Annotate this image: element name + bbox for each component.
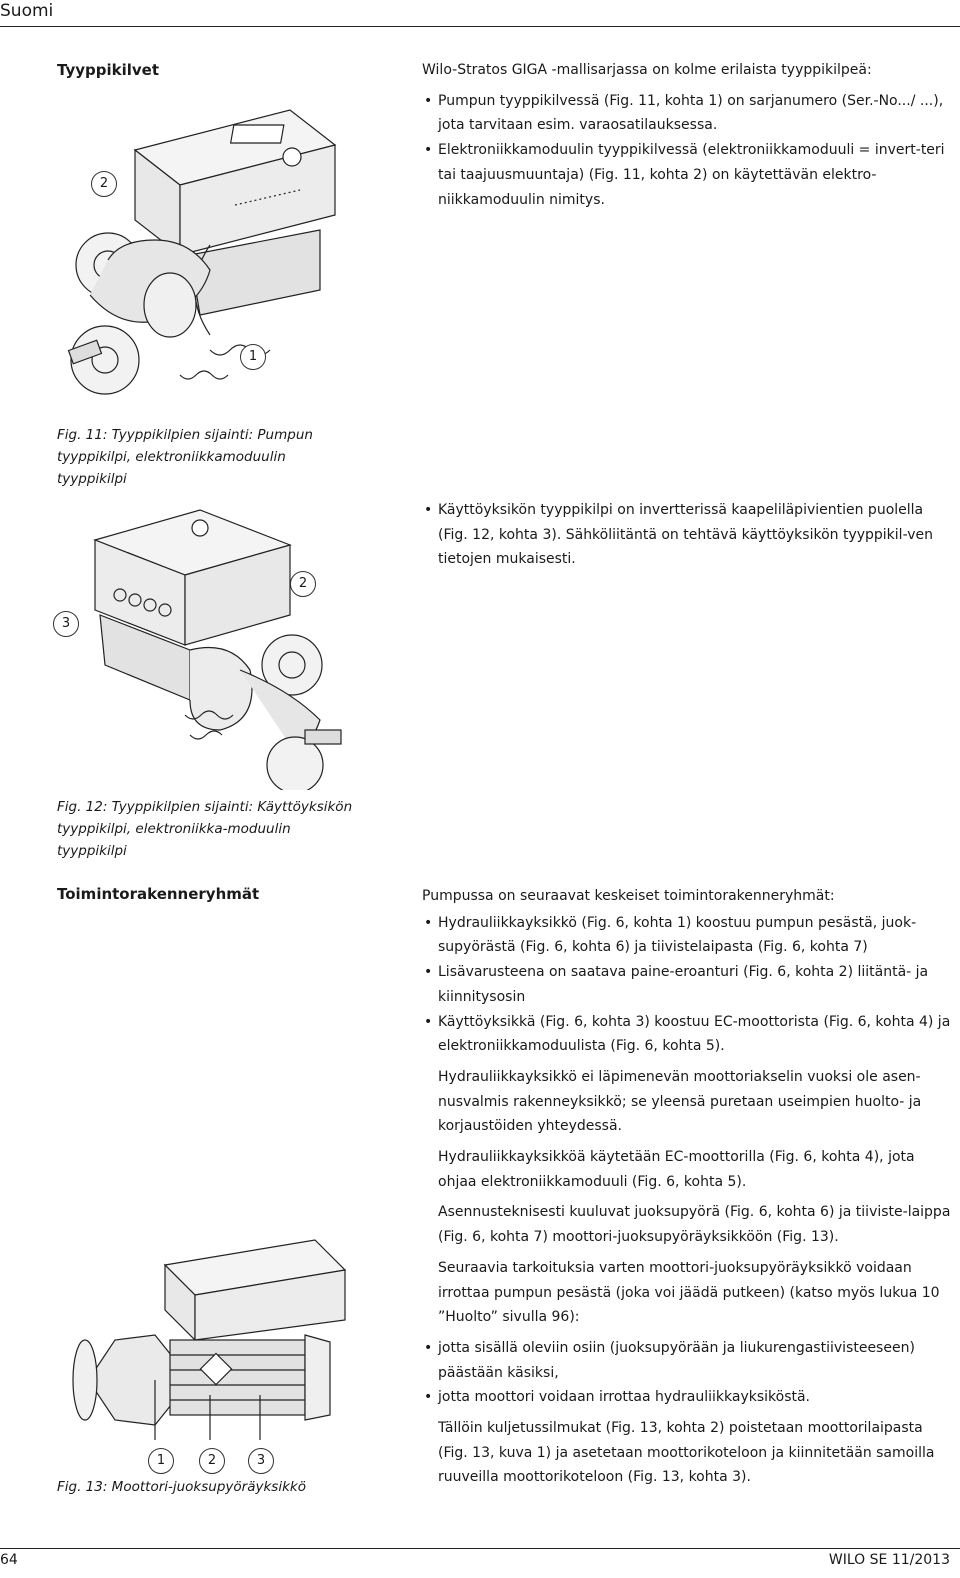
header-rule [0,26,960,27]
fig11-callout-2: 2 [91,171,117,197]
drive-nameplate-list [422,498,952,572]
drive-nameplate-text [422,498,952,572]
nameplates-list [422,89,952,213]
paragraph: Seuraavia tarkoituksia varten moottori-juoksupyöräyksikkö voidaan irrottaa pumpun pesästä (joka voi jäädä putkeen) (katso myös lukua 10 ”Huolto” sivulla 96): [438,1259,940,1326]
nameplates-text [422,58,952,212]
footer-rule [0,1548,960,1549]
functional-groups-intro: Pumpussa on seuraavat keskeiset toimintorakenneryhmät: [422,888,835,904]
fig12-caption: Fig. 12: Tyyppikilpien sijainti: Käyttöyksikön tyyppikilpi, elektroniikka-moduulin tyyppikilpi [57,799,353,859]
fig11-callout-1: 1 [240,344,266,370]
fig13-callout-3: 3 [248,1448,274,1474]
fig12-callout-3: 3 [53,611,79,637]
fig13-caption: Fig. 13: Moottori-juoksupyöräyksikkö [57,1479,306,1495]
paragraph: Tällöin kuljetussilmukat (Fig. 13, kohta 2) poistetaan moottorilaipasta (Fig. 13, kuva 1) ja asetetaan moottorikoteloon ja kiinnitetään samoilla ruuveilla moottorikoteloon (Fig. 13, kohta 3). [438,1420,935,1486]
fig13-motor-impeller-drawing [55,1230,355,1460]
section-title-functional-groups: Toimintorakenneryhmät [57,885,260,903]
fig13-callout-1: 1 [148,1448,174,1474]
paragraph: Hydrauliikkayksikkö ei läpimenevän moottoriakselin vuoksi ole asen-nusvalmis rakenneyksikkö; se yleensä puretaan useimpien huolto- ja korjaustöiden yhteydessä. [438,1068,922,1135]
fig12-callout-2: 2 [290,571,316,597]
functional-groups-list [422,911,952,1059]
functional-groups-text [422,884,952,1490]
list-item: • Pumpun tyyppikilvessä (Fig. 11, kohta 1) on sarjanumero (Ser.-No.../ ...), jota tarvitaan esim. varaosatilauksessa. [422,89,952,138]
page-number: 64 [0,1552,18,1568]
fig11-pump-drawing [60,90,360,420]
fig11-caption: Fig. 11: Tyyppikilpien sijainti: Pumpun tyyppikilpi, elektroniikkamoduulin tyyppikilpi [57,427,313,487]
header-language: Suomi [0,1,54,21]
fig13-callout-2: 2 [199,1448,225,1474]
footer-brand: WILO SE 11/2013 [828,1552,950,1568]
list-item: • jotta moottori voidaan irrottaa hydrauliikkayksiköstä. [422,1385,952,1410]
paragraph: Asennusteknisesti kuuluvat juoksupyörä (Fig. 6, kohta 6) ja tiiviste-laippa (Fig. 6, kohta 7) moottori-juoksupyöräyksikköön (Fig. 13). [438,1204,951,1246]
nameplates-intro: Wilo-Stratos GIGA -mallisarjassa on kolme erilaista tyyppikilpeä: [422,62,872,78]
list-item: • Käyttöyksikkä (Fig. 6, kohta 3) koostuu EC-moottorista (Fig. 6, kohta 4) ja elektroniikkamoduulista (Fig. 6, kohta 5). [422,1010,952,1059]
fig12-pump-drawing [60,500,360,790]
list-item: • Elektroniikkamoduulin tyyppikilvessä (elektroniikkamoduuli = invert-teri tai taajuusmuuntaja) (Fig. 11, kohta 2) on käytettävän elektro-niikkamoduulin nimitys. [422,138,952,212]
section-title-nameplates: Tyyppikilvet [57,61,160,79]
list-item: • Lisävarusteena on saatava paine-eroanturi (Fig. 6, kohta 2) liitäntä- ja kiinnitysosin [422,960,952,1009]
removal-purpose-list [422,1336,952,1410]
list-item: • jotta sisällä oleviin osiin (juoksupyörään ja liukurengastiivisteeseen) päästään käsiksi, [422,1336,952,1385]
list-item: • Hydrauliikkayksikkö (Fig. 6, kohta 1) koostuu pumpun pesästä, juok-supyörästä (Fig. 6, kohta 6) ja tiivistelaipasta (Fig. 6, kohta 7) [422,911,952,960]
paragraph: Hydrauliikkayksikköä käytetään EC-moottorilla (Fig. 6, kohta 4), jota ohjaa elektroniikkamoduuli (Fig. 6, kohta 5). [438,1149,915,1190]
list-item: • Käyttöyksikön tyyppikilpi on invertterissä kaapeliläpivientien puolella (Fig. 12, kohta 3). Sähköliitäntä on tehtävä käyttöyksikön tyyppikil-ven tietojen mukaisesti. [422,498,952,572]
